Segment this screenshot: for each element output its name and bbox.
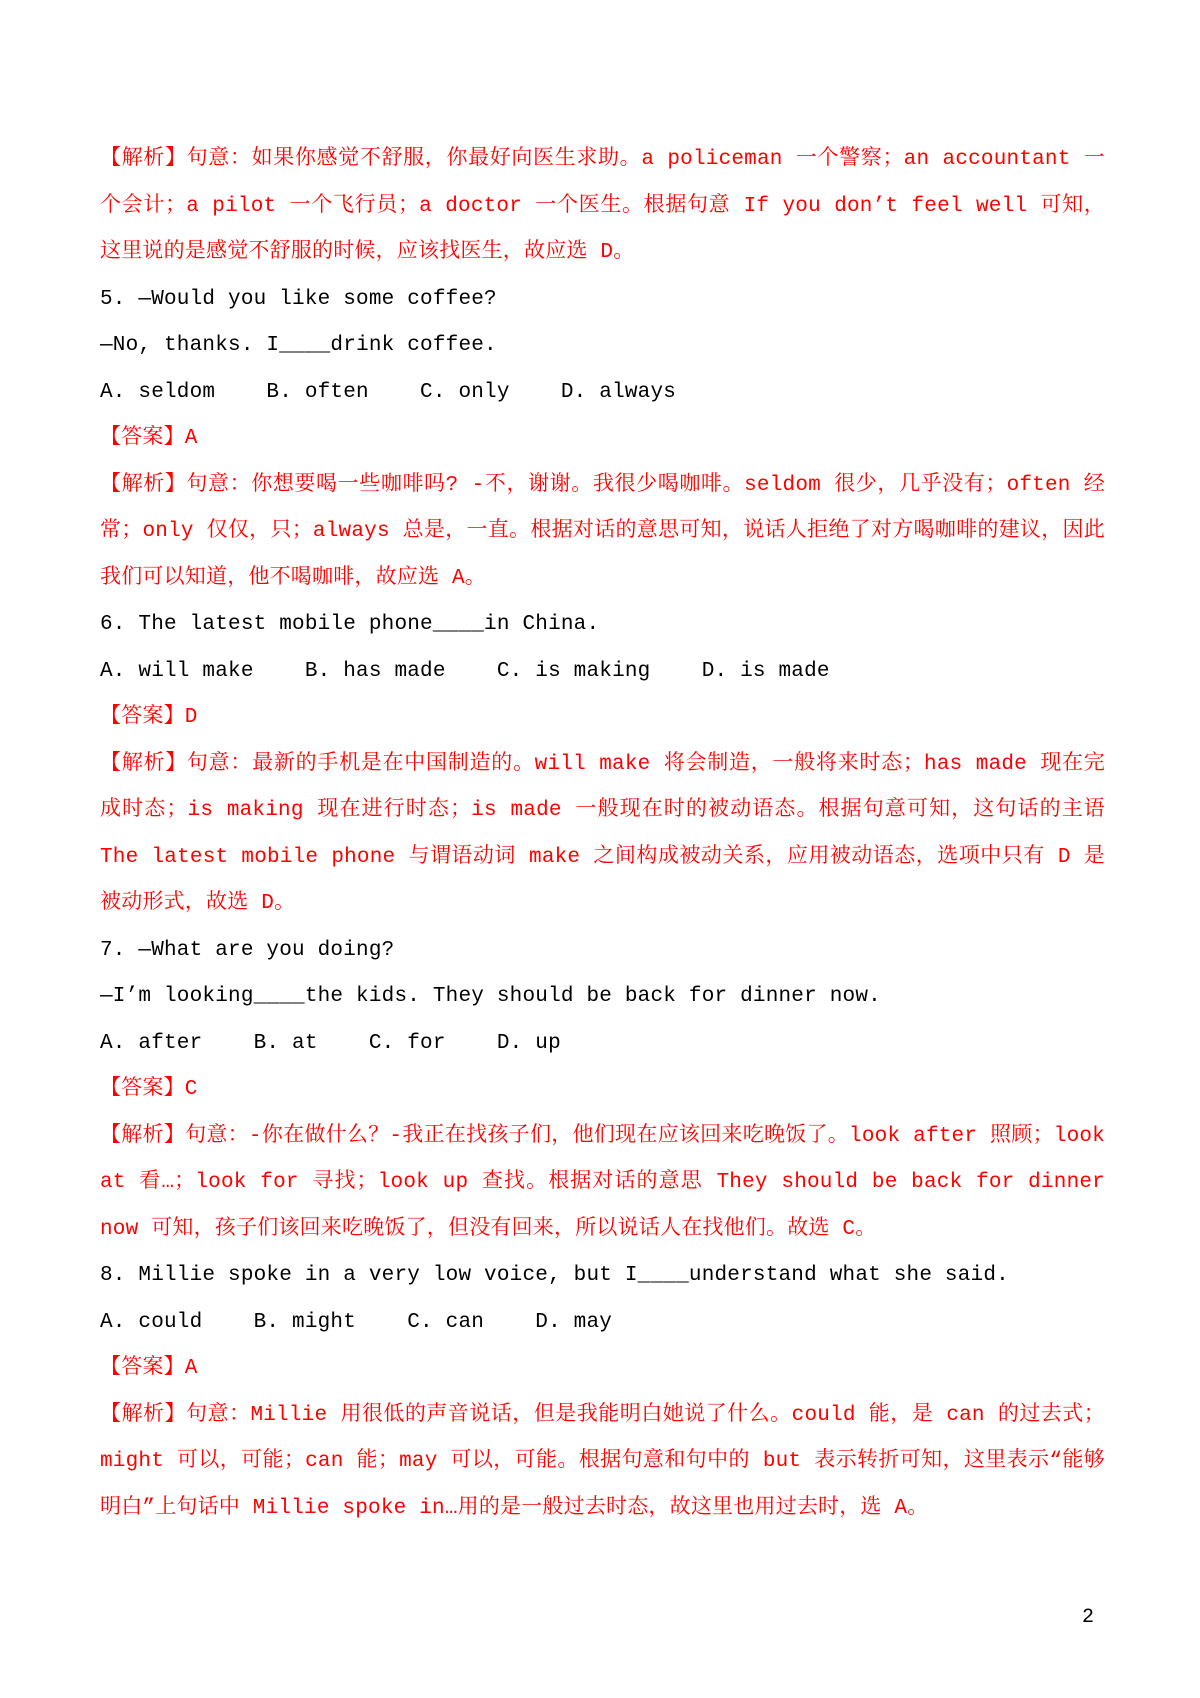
answer-line: 【答案】A	[100, 427, 198, 450]
analysis-paragraph: 【解析】句意：如果你感觉不舒服，你最好向医生求助。a policeman 一个警察；an accountant 一个会计；a pilot 一个飞行员；a doctor 一个医生。根据句意 If you don’t feel well 可知，这里说的是感觉不舒服的时候，应该找医生，故应选 D。	[100, 148, 1105, 264]
content-area	[100, 137, 1118, 1532]
analysis-paragraph: 【解析】句意：你想要喝一些咖啡吗? -不，谢谢。我很少喝咖啡。seldom 很少，几乎没有；often 经常；only 仅仅，只；always 总是，一直。根据对话的意思可知，说话人拒绝了对方喝咖啡的建议，因此我们可以知道，他不喝咖啡，故应选 A。	[100, 473, 1105, 590]
question-line: 8. Millie spoke in a very low voice, but I____understand what she said.	[100, 1264, 1009, 1287]
options-line: A. seldom B. often C. only D. always	[100, 380, 677, 404]
answer-line: 【答案】A	[100, 1357, 198, 1380]
page-number: 2	[1082, 1606, 1095, 1629]
question-line: 5. —Would you like some coffee?	[100, 287, 497, 311]
options-line: A. will make B. has made C. is making D. is made	[100, 659, 830, 683]
analysis-paragraph: 【解析】句意：最新的手机是在中国制造的。will make 将会制造，一般将来时态；has made 现在完成时态；is making 现在进行时态；is made 一般现在时的被动语态。根据句意可知，这句话的主语 The latest mobile phone 与谓语动词 make 之间构成被动关系，应用被动语态，选项中只有 D 是被动形式，故选 D。	[100, 752, 1118, 915]
question-line: 6. The latest mobile phone____in China.	[100, 613, 600, 636]
options-line: A. could B. might C. can D. may	[100, 1310, 613, 1334]
dialog-line: —I’m looking____the kids. They should be back for dinner now.	[100, 985, 881, 1008]
question-line: 7. —What are you doing?	[100, 938, 395, 962]
answer-line: 【答案】C	[100, 1078, 198, 1101]
analysis-paragraph: 【解析】句意：Millie 用很低的声音说话，但是我能明白她说了什么。could 能，是 can 的过去式；might 可以，可能；can 能；may 可以，可能。根据句意和句中的 but 表示转折可知，这里表示“能够明白”上句话中 Millie spoke in…用的是一般过去时态，故这里也用过去时，选 A。	[100, 1403, 1105, 1520]
analysis-paragraph: 【解析】句意：-你在做什么？-我正在找孩子们，他们现在应该回来吃晚饭了。look after 照顾；look at 看…；look for 寻找；look up 查找。根据对话的意思 They should be back for dinner now 可知，孩子们该回来吃晚饭了，但没有回来，所以说话人在找他们。故选 C。	[100, 1124, 1118, 1241]
options-line: A. after B. at C. for D. up	[100, 1031, 561, 1055]
dialog-line: —No, thanks. I____drink coffee.	[100, 334, 497, 357]
answer-line: 【答案】D	[100, 706, 198, 729]
